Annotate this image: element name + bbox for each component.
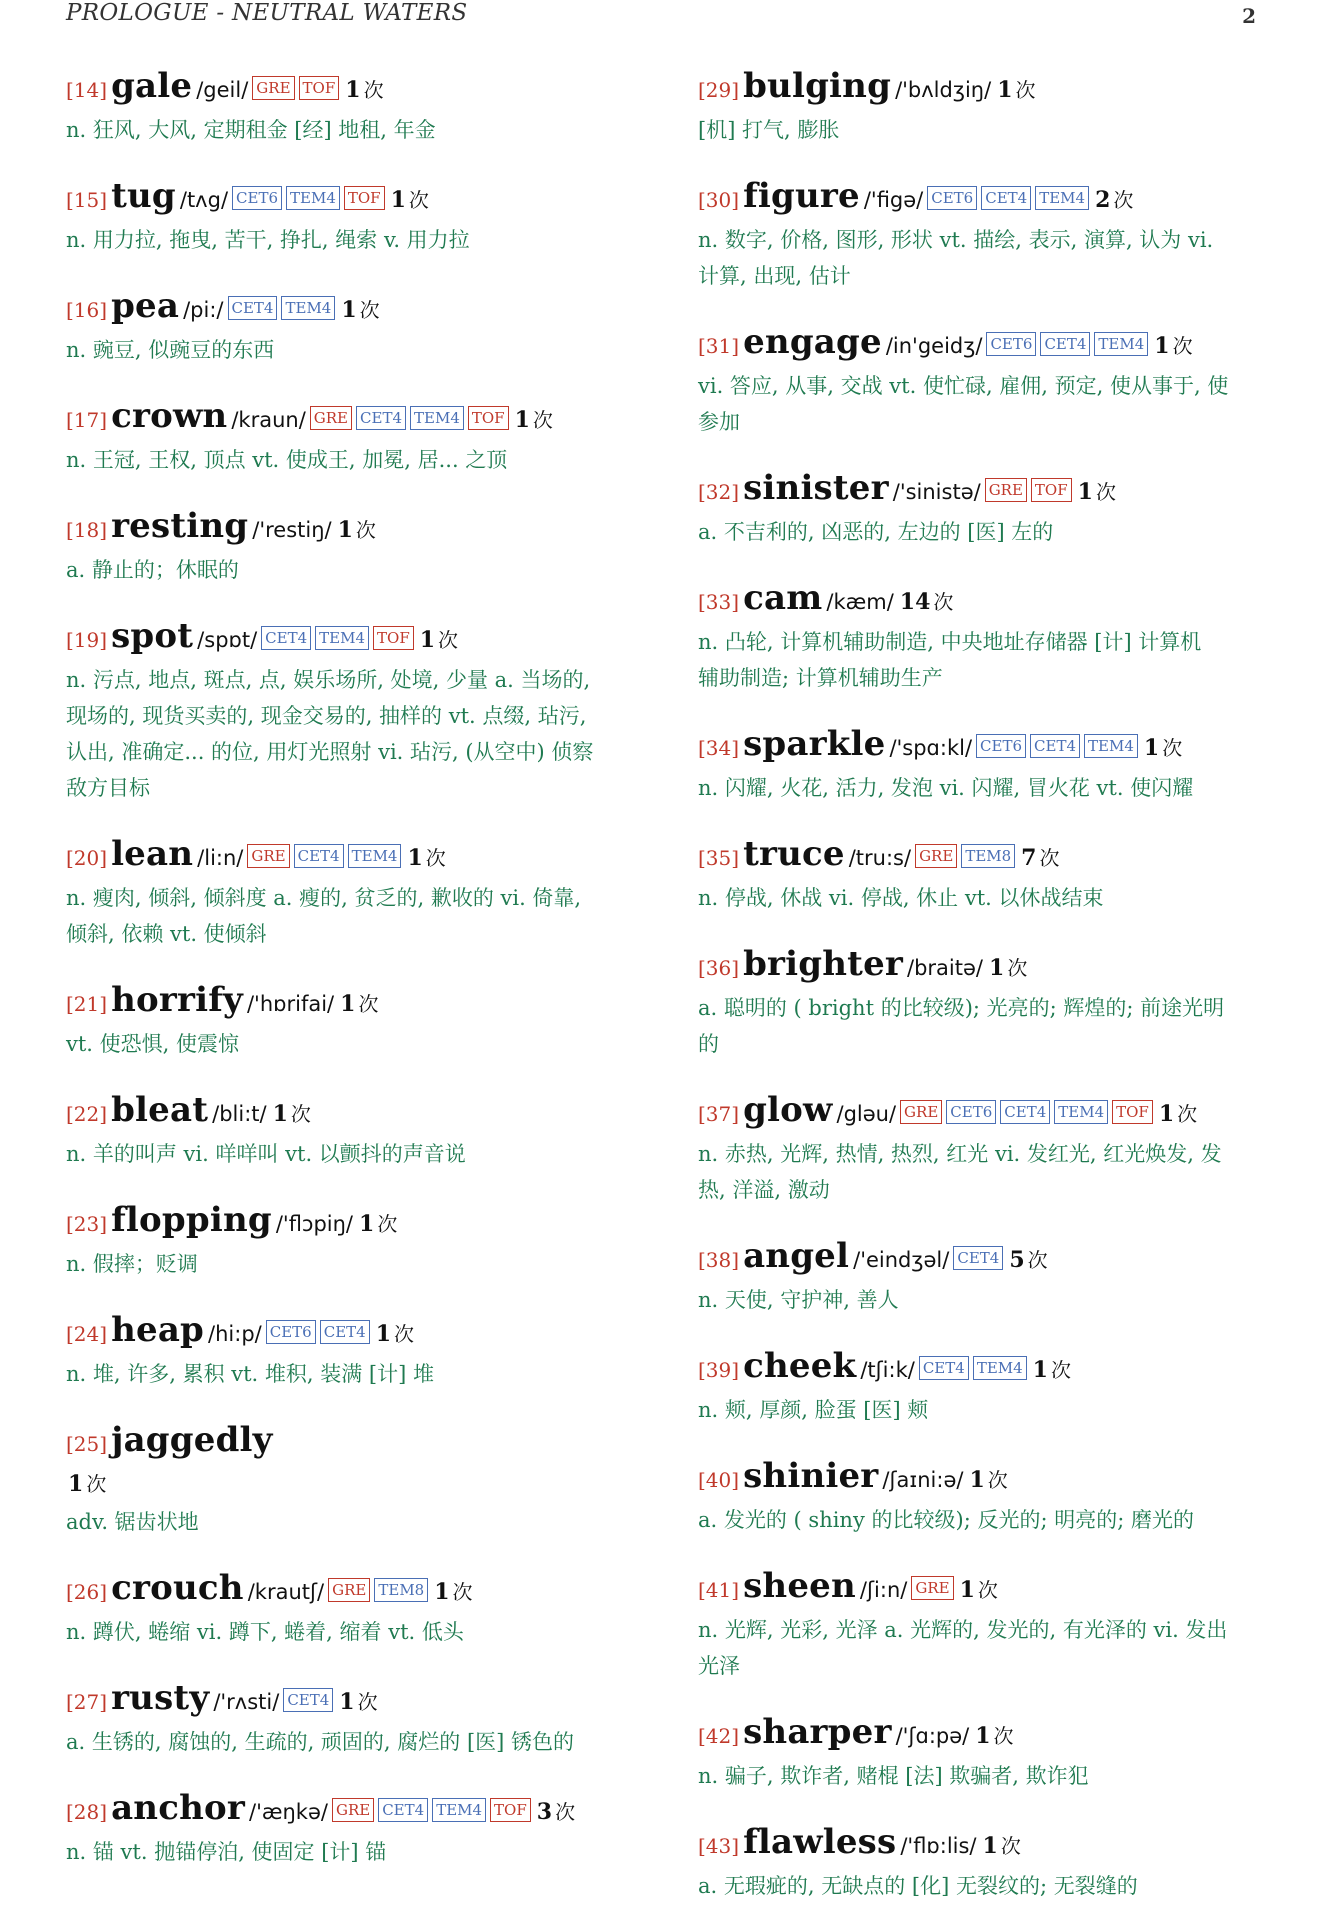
headword: brighter (743, 944, 904, 984)
headword: sinister (743, 468, 889, 508)
occurrence-unit: 次 (1177, 1102, 1198, 1126)
headword: anchor (111, 1788, 246, 1828)
occurrence-unit: 次 (438, 628, 459, 652)
vocab-entry (66, 396, 646, 478)
phonetic: /geil/ (196, 78, 249, 102)
vocab-entry (66, 1200, 646, 1282)
vocab-entry (698, 1346, 1276, 1428)
exam-tag: TOF (344, 186, 385, 210)
entry-headline (66, 834, 646, 880)
headword: flopping (111, 1200, 272, 1240)
occurrence-unit: 次 (1095, 480, 1116, 504)
phonetic: /'hɒrifai/ (246, 992, 335, 1016)
definition: a. 生锈的, 腐蚀的, 生疏的, 顽固的, 腐烂的 [医] 锈色的 (66, 1730, 575, 1754)
entry-headline (66, 176, 646, 222)
exam-tag: GRE (332, 1798, 374, 1822)
occurrence-unit: 次 (452, 1580, 473, 1604)
entry-index: [38] (698, 1248, 740, 1272)
entry-index: [21] (66, 992, 108, 1016)
definition: n. 污点, 地点, 斑点, 点, 娱乐场所, 处境, 少量 a. 当场的, 现场的, 现货买卖的, 现金交易的, 抽样的 vt. 点缀, 玷污, 认出, 准确定... 的位, 用灯光照射 vi. 玷污, (从空中) 侦察 敌方目标 (66, 668, 594, 800)
headword: heap (111, 1310, 205, 1350)
entry-headline (66, 1678, 646, 1724)
occurrence-line (66, 1466, 646, 1504)
entry-index: [17] (66, 408, 108, 432)
definition: a. 无瑕疵的, 无缺点的 [化] 无裂纹的; 无裂缝的 (698, 1874, 1138, 1898)
occurrence-unit: 次 (1027, 1248, 1048, 1272)
occurrence-count: 1 (407, 845, 423, 871)
entry-headline (698, 834, 1276, 880)
vocab-entry (698, 1712, 1276, 1794)
phonetic: /braitə/ (907, 956, 983, 980)
headword: bleat (111, 1090, 209, 1130)
exam-tag: TOF (373, 626, 414, 650)
headword: gale (111, 66, 193, 106)
occurrence-count: 1 (434, 1579, 450, 1605)
vocab-entry (698, 1456, 1276, 1538)
vocab-entry (698, 176, 1276, 294)
occurrence-count: 5 (1009, 1247, 1025, 1273)
phonetic: /'spɑ:kl/ (889, 736, 973, 760)
entry-headline (66, 506, 646, 552)
phonetic: /'rʌsti/ (213, 1690, 280, 1714)
exam-tag: TOF (1031, 478, 1072, 502)
exam-tag: CET6 (232, 186, 282, 210)
definition: n. 骗子, 欺诈者, 赌棍 [法] 欺骗者, 欺诈犯 (698, 1764, 1089, 1788)
phonetic: /pi:/ (183, 298, 224, 322)
exam-tag: CET4 (378, 1798, 428, 1822)
entry-index: [33] (698, 590, 740, 614)
exam-tag: CET4 (261, 626, 311, 650)
entry-headline (698, 1566, 1276, 1612)
headword: lean (111, 834, 194, 874)
occurrence-unit: 次 (408, 188, 429, 212)
exam-tag: GRE (310, 406, 352, 430)
exam-tag: TOF (299, 76, 340, 100)
entry-headline (66, 1420, 646, 1466)
headword: flawless (743, 1822, 897, 1862)
entry-headline (698, 1090, 1276, 1136)
exam-tag: TEM4 (410, 406, 464, 430)
entry-index: [18] (66, 518, 108, 542)
vocab-entry (66, 66, 646, 148)
entry-index: [25] (66, 1432, 108, 1456)
exam-tag: GRE (915, 844, 957, 868)
phonetic: /krautʃ/ (247, 1580, 325, 1604)
exam-tag: CET4 (953, 1246, 1003, 1270)
vocab-entry (66, 1678, 646, 1760)
entry-index: [19] (66, 628, 108, 652)
entry-index: [37] (698, 1102, 740, 1126)
exam-tag: GRE (911, 1576, 953, 1600)
occurrence-unit: 次 (555, 1800, 576, 1824)
definition: n. 用力拉, 拖曳, 苦干, 挣扎, 绳索 v. 用力拉 (66, 228, 470, 252)
definition: n. 赤热, 光辉, 热情, 热烈, 红光 vi. 发红光, 红光焕发, 发 热, 洋溢, 激动 (698, 1142, 1222, 1202)
phonetic: /'figə/ (863, 188, 924, 212)
entry-index: [31] (698, 334, 740, 358)
entry-headline (66, 286, 646, 332)
definition: n. 狂风, 大风, 定期租金 [经] 地租, 年金 (66, 118, 436, 142)
vocab-entry (698, 578, 1276, 696)
entry-headline (698, 1712, 1276, 1758)
headword: engage (743, 322, 882, 362)
headword: rusty (111, 1678, 210, 1718)
phonetic: /'restiŋ/ (252, 518, 332, 542)
vocab-entry (698, 1566, 1276, 1684)
occurrence-count: 1 (982, 1833, 998, 1859)
phonetic: /tʌg/ (179, 188, 229, 212)
headword: bulging (743, 66, 892, 106)
exam-tag: TEM4 (1084, 734, 1138, 758)
entry-index: [27] (66, 1690, 108, 1714)
definition: n. 数字, 价格, 图形, 形状 vt. 描绘, 表示, 演算, 认为 vi. 计算, 出现, 估计 (698, 228, 1214, 288)
phonetic: /'flɒ:lis/ (900, 1834, 977, 1858)
occurrence-count: 1 (997, 77, 1013, 103)
exam-tag: CET6 (266, 1320, 316, 1344)
entry-headline (66, 396, 646, 442)
entry-index: [29] (698, 78, 740, 102)
exam-tag: CET4 (1040, 332, 1090, 356)
exam-tag: TEM4 (1054, 1100, 1108, 1124)
exam-tag: CET6 (946, 1100, 996, 1124)
exam-tag: CET6 (927, 186, 977, 210)
occurrence-count: 1 (419, 627, 436, 653)
occurrence-unit: 次 (1172, 334, 1193, 358)
occurrence-count: 1 (1143, 735, 1160, 761)
phonetic: /kraun/ (231, 408, 306, 432)
headword: cam (743, 578, 823, 618)
occurrence-unit: 次 (425, 846, 446, 870)
entry-index: [42] (698, 1724, 740, 1748)
entry-index: [43] (698, 1834, 740, 1858)
exam-tag: GRE (900, 1100, 942, 1124)
occurrence-unit: 次 (1015, 78, 1036, 102)
occurrence-unit: 次 (933, 590, 954, 614)
definition: n. 停战, 休战 vi. 停战, 休止 vt. 以休战结束 (698, 886, 1104, 910)
entry-headline (698, 578, 1276, 624)
exam-tag: TEM4 (432, 1798, 486, 1822)
entry-headline (698, 176, 1276, 222)
definition: n. 王冠, 王权, 顶点 vt. 使成王, 加冕, 居... 之顶 (66, 448, 508, 472)
entry-headline (698, 322, 1276, 368)
occurrence-unit: 次 (1039, 846, 1060, 870)
occurrence-count: 1 (359, 1211, 375, 1237)
definition: vt. 使恐惧, 使震惊 (66, 1032, 240, 1056)
occurrence-unit: 次 (394, 1322, 415, 1346)
occurrence-count: 1 (1158, 1101, 1175, 1127)
definition: adv. 锯齿状地 (66, 1510, 199, 1534)
definition: n. 光辉, 光彩, 光泽 a. 光辉的, 发光的, 有光泽的 vi. 发出 光泽 (698, 1618, 1228, 1678)
exam-tag: TEM4 (286, 186, 340, 210)
exam-tag: TEM4 (1094, 332, 1148, 356)
definition: n. 闪耀, 火花, 活力, 发泡 vi. 闪耀, 冒火花 vt. 使闪耀 (698, 776, 1194, 800)
exam-tag: GRE (252, 76, 294, 100)
occurrence-count: 1 (975, 1723, 991, 1749)
phonetic: /'eindʒəl/ (853, 1248, 950, 1272)
exam-tag: TEM4 (1035, 186, 1089, 210)
occurrence-count: 1 (959, 1577, 975, 1603)
headword: jaggedly (111, 1420, 273, 1460)
occurrence-count: 1 (339, 1689, 355, 1715)
vocab-entry (66, 1568, 646, 1650)
entry-index: [34] (698, 736, 740, 760)
headword: cheek (743, 1346, 857, 1386)
vocab-entry (698, 1236, 1276, 1318)
vocab-entry (66, 1310, 646, 1392)
entry-index: [24] (66, 1322, 108, 1346)
entry-index: [35] (698, 846, 740, 870)
headword: resting (111, 506, 249, 546)
vocab-entry (698, 944, 1276, 1062)
definition: n. 凸轮, 计算机辅助制造, 中央地址存储器 [计] 计算机 辅助制造; 计算机辅助生产 (698, 630, 1202, 690)
right-column (698, 66, 1276, 1932)
exam-tag: TOF (490, 1798, 531, 1822)
occurrence-unit: 次 (1050, 1358, 1071, 1382)
headword: crown (111, 396, 228, 436)
definition: n. 豌豆, 似豌豆的东西 (66, 338, 275, 362)
occurrence-unit: 次 (377, 1212, 398, 1236)
vocab-entry (66, 1420, 646, 1540)
headword: sparkle (743, 724, 886, 764)
phonetic: /'sinistə/ (892, 480, 981, 504)
definition: a. 不吉利的, 凶恶的, 左边的 [医] 左的 (698, 520, 1054, 544)
page-header (66, 0, 1256, 30)
occurrence-unit: 次 (86, 1472, 107, 1496)
definition: a. 静止的；休眠的 (66, 558, 239, 582)
occurrence-count: 1 (341, 297, 357, 323)
headword: pea (111, 286, 180, 326)
occurrence-unit: 次 (977, 1578, 998, 1602)
headword: sharper (743, 1712, 892, 1752)
exam-tag: CET4 (1000, 1100, 1050, 1124)
entry-headline (66, 616, 646, 662)
definition: n. 颊, 厚颜, 脸蛋 [医] 颊 (698, 1398, 929, 1422)
headword: sheen (743, 1566, 856, 1606)
vocab-entry (66, 980, 646, 1062)
headword: truce (743, 834, 845, 874)
phonetic: /'æŋkə/ (249, 1800, 328, 1824)
occurrence-count: 1 (337, 517, 353, 543)
occurrence-unit: 次 (357, 1690, 378, 1714)
entry-headline (698, 1346, 1276, 1392)
occurrence-unit: 次 (1000, 1834, 1021, 1858)
entry-index: [32] (698, 480, 740, 504)
vocab-entry (698, 468, 1276, 550)
occurrence-unit: 次 (290, 1102, 311, 1126)
vocab-entry (698, 834, 1276, 916)
chapter-title: PROLOGUE - NEUTRAL WATERS (66, 0, 468, 26)
definition: a. 发光的 ( shiny 的比较级); 反光的; 明亮的; 磨光的 (698, 1508, 1194, 1532)
phonetic: /tru:s/ (848, 846, 912, 870)
phonetic: /hi:p/ (208, 1322, 262, 1346)
vocab-entry (66, 1090, 646, 1172)
entry-headline (698, 1822, 1276, 1868)
occurrence-unit: 次 (1162, 736, 1183, 760)
headword: crouch (111, 1568, 244, 1608)
headword: shinier (743, 1456, 879, 1496)
phonetic: /bli:t/ (212, 1102, 267, 1126)
occurrence-unit: 次 (532, 408, 553, 432)
occurrence-unit: 次 (1113, 188, 1134, 212)
definition: n. 锚 vt. 抛锚停泊, 使固定 [计] 锚 (66, 1840, 387, 1864)
entry-headline (66, 980, 646, 1026)
exam-tag: CET4 (356, 406, 406, 430)
occurrence-count: 1 (969, 1467, 985, 1493)
entry-index: [36] (698, 956, 740, 980)
vocab-entry (66, 286, 646, 368)
vocab-entry (66, 506, 646, 588)
vocab-entry (698, 1822, 1276, 1904)
vocab-entry (66, 834, 646, 952)
occurrence-count: 3 (536, 1799, 553, 1825)
page-number: 2 (1242, 4, 1256, 28)
entry-index: [23] (66, 1212, 108, 1236)
entry-headline (698, 724, 1276, 770)
vocab-entry (66, 616, 646, 806)
occurrence-unit: 次 (358, 992, 379, 1016)
occurrence-unit: 次 (359, 298, 380, 322)
exam-tag: TEM8 (961, 844, 1015, 868)
definition: n. 瘦肉, 倾斜, 倾斜度 a. 瘦的, 贫乏的, 歉收的 vi. 倚靠, 倾斜, 依赖 vt. 使倾斜 (66, 886, 582, 946)
definition: n. 假摔；贬调 (66, 1252, 198, 1276)
exam-tag: CET4 (981, 186, 1031, 210)
exam-tag: TEM8 (374, 1578, 428, 1602)
occurrence-count: 1 (68, 1471, 84, 1497)
occurrence-count: 14 (899, 589, 931, 615)
entry-index: [20] (66, 846, 108, 870)
occurrence-count: 1 (514, 407, 530, 433)
entry-headline (698, 1456, 1276, 1502)
entry-index: [39] (698, 1358, 740, 1382)
phonetic: /ʃi:n/ (859, 1578, 908, 1602)
exam-tag: TOF (468, 406, 509, 430)
exam-tag: CET4 (919, 1356, 969, 1380)
occurrence-count: 1 (345, 77, 361, 103)
phonetic: /gləu/ (836, 1102, 897, 1126)
occurrence-unit: 次 (993, 1724, 1014, 1748)
phonetic: /in'geidʒ/ (885, 334, 983, 358)
occurrence-count: 1 (340, 991, 356, 1017)
definition: n. 羊的叫声 vi. 咩咩叫 vt. 以颤抖的声音说 (66, 1142, 466, 1166)
exam-tag: TOF (1112, 1100, 1153, 1124)
entry-index: [15] (66, 188, 108, 212)
exam-tag: TEM4 (281, 296, 335, 320)
occurrence-count: 1 (1032, 1357, 1048, 1383)
exam-tag: CET4 (283, 1688, 333, 1712)
entry-index: [28] (66, 1800, 108, 1824)
occurrence-unit: 次 (355, 518, 376, 542)
headword: horrify (111, 980, 243, 1020)
entry-index: [26] (66, 1580, 108, 1604)
headword: glow (743, 1090, 833, 1130)
exam-tag: CET4 (294, 844, 344, 868)
exam-tag: GRE (328, 1578, 370, 1602)
definition: n. 天使, 守护神, 善人 (698, 1288, 899, 1312)
phonetic: /spɒt/ (197, 628, 258, 652)
vocab-entry (698, 724, 1276, 806)
entry-headline (698, 944, 1276, 990)
phonetic: /'bʌldʒiŋ/ (895, 78, 992, 102)
phonetic: /'ʃɑ:pə/ (895, 1724, 970, 1748)
vocab-entry (66, 176, 646, 258)
phonetic: /kæm/ (826, 590, 894, 614)
occurrence-count: 1 (989, 955, 1005, 981)
headword: figure (743, 176, 860, 216)
occurrence-count: 2 (1095, 187, 1111, 213)
headword: spot (111, 616, 194, 656)
vocab-entry (698, 66, 1276, 148)
entry-headline (698, 468, 1276, 514)
definition: n. 蹲伏, 蜷缩 vi. 蹲下, 蜷着, 缩着 vt. 低头 (66, 1620, 464, 1644)
exam-tag: CET4 (1030, 734, 1080, 758)
vocab-entry (698, 1090, 1276, 1208)
entry-headline (66, 1090, 646, 1136)
entry-headline (698, 66, 1276, 112)
exam-tag: CET6 (976, 734, 1026, 758)
entry-headline (66, 66, 646, 112)
occurrence-count: 1 (272, 1101, 288, 1127)
headword: tug (111, 176, 176, 216)
entry-index: [22] (66, 1102, 108, 1126)
exam-tag: TEM4 (348, 844, 402, 868)
headword: angel (743, 1236, 850, 1276)
exam-tag: TEM4 (315, 626, 369, 650)
entry-index: [40] (698, 1468, 740, 1492)
exam-tag: TEM4 (973, 1356, 1027, 1380)
occurrence-count: 7 (1021, 845, 1037, 871)
left-column (66, 66, 646, 1898)
entry-index: [41] (698, 1578, 740, 1602)
occurrence-unit: 次 (987, 1468, 1008, 1492)
definition: [机] 打气, 膨胀 (698, 118, 840, 142)
entry-index: [14] (66, 78, 108, 102)
occurrence-count: 1 (1077, 479, 1093, 505)
entry-index: [16] (66, 298, 108, 322)
entry-headline (698, 1236, 1276, 1282)
exam-tag: CET4 (228, 296, 278, 320)
occurrence-unit: 次 (363, 78, 384, 102)
definition: n. 堆, 许多, 累积 vt. 堆积, 装满 [计] 堆 (66, 1362, 434, 1386)
entry-headline (66, 1200, 646, 1246)
entry-index: [30] (698, 188, 740, 212)
occurrence-count: 1 (1154, 333, 1170, 359)
occurrence-count: 1 (390, 187, 406, 213)
phonetic: /ʃaɪni:ə/ (882, 1468, 964, 1492)
phonetic: /'flɔpiŋ/ (275, 1212, 354, 1236)
phonetic: /li:n/ (197, 846, 244, 870)
exam-tag: GRE (247, 844, 289, 868)
entry-headline (66, 1568, 646, 1614)
exam-tag: GRE (985, 478, 1027, 502)
exam-tag: CET4 (320, 1320, 370, 1344)
vocab-entry (698, 322, 1276, 440)
definition: vi. 答应, 从事, 交战 vt. 使忙碌, 雇佣, 预定, 使从事于, 使 参加 (698, 374, 1229, 434)
phonetic: /tʃi:k/ (860, 1358, 915, 1382)
occurrence-unit: 次 (1007, 956, 1028, 980)
definition: a. 聪明的 ( bright 的比较级); 光亮的; 辉煌的; 前途光明 的 (698, 996, 1225, 1056)
exam-tag: CET6 (986, 332, 1036, 356)
vocab-entry (66, 1788, 646, 1870)
entry-headline (66, 1788, 646, 1834)
occurrence-count: 1 (375, 1321, 392, 1347)
entry-headline (66, 1310, 646, 1356)
